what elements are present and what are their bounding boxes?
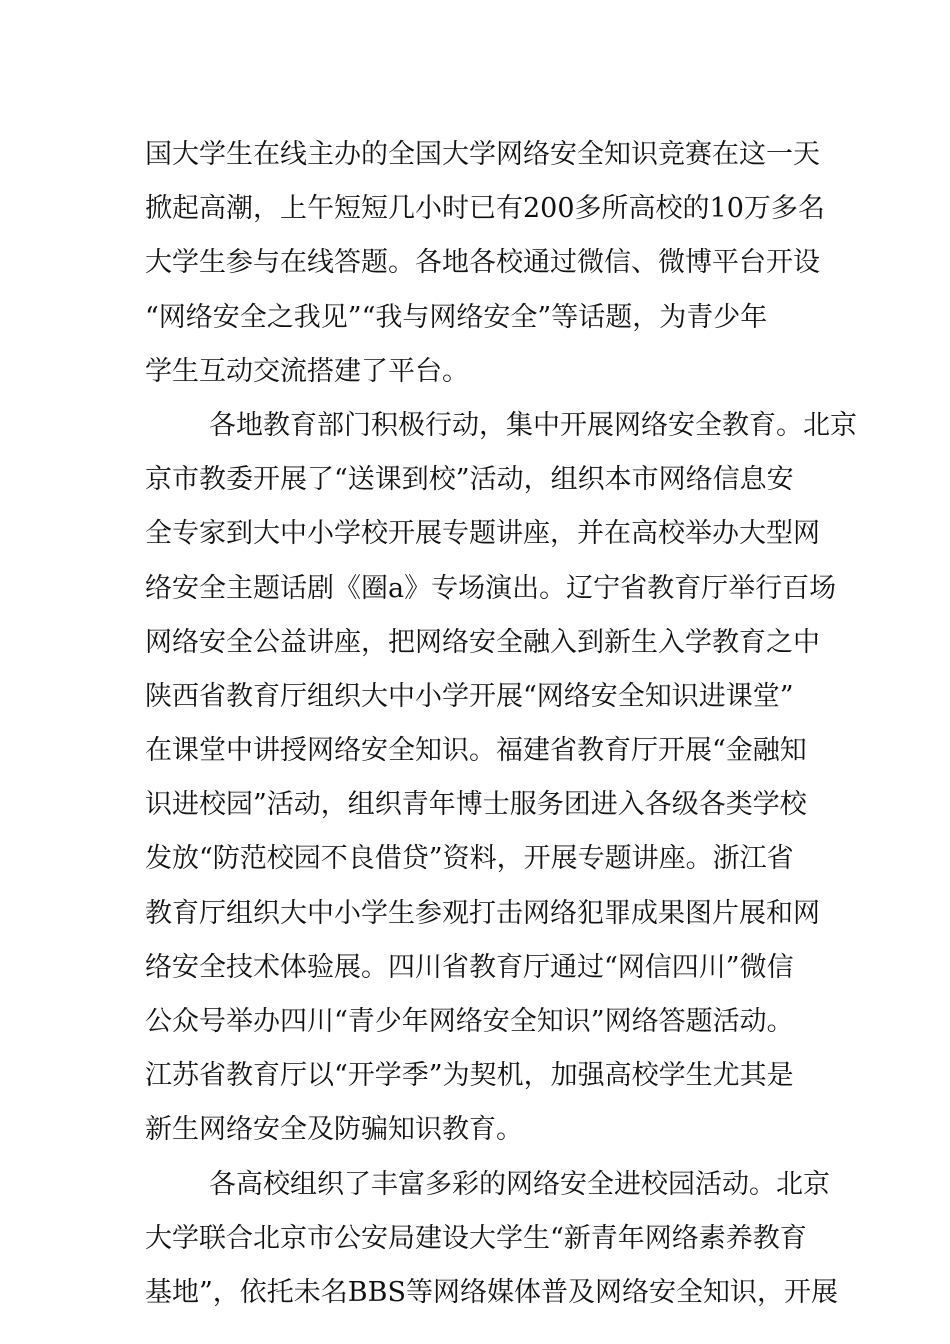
text-line: 陕西省教育厅组织大中小学开展“网络安全知识进课堂” bbox=[145, 680, 794, 712]
text-line: 大学生参与在线答题。各地各校通过微信、微博平台开设 bbox=[145, 247, 820, 279]
text-line: 识进校园”活动，组织青年博士服务团进入各级各类学校 bbox=[145, 789, 807, 821]
text-line: 网络安全公益讲座，把网络安全融入到新生入学教育之中 bbox=[145, 626, 820, 658]
text-line: 络安全技术体验展。四川省教育厅通过“网信四川”微信 bbox=[145, 951, 794, 983]
text-line: 大学联合北京市公安局建设大学生“新青年网络素养教育 bbox=[145, 1222, 807, 1254]
body-text bbox=[145, 128, 857, 1320]
text-line: 学生互动交流搭建了平台。 bbox=[145, 355, 469, 387]
text-line: 发放“防范校园不良借贷”资料，开展专题讲座。浙江省 bbox=[145, 843, 794, 875]
text-line: 教育厅组织大中小学生参观打击网络犯罪成果图片展和网 bbox=[145, 897, 820, 929]
text-line: 京市教委开展了“送课到校”活动，组织本市网络信息安 bbox=[145, 464, 794, 496]
text-line: 新生网络安全及防骗知识教育。 bbox=[145, 1114, 523, 1146]
text-line: 络安全主题话剧《圈a》专场演出。辽宁省教育厅举行百场 bbox=[145, 572, 837, 604]
text-line: 国大学生在线主办的全国大学网络安全知识竞赛在这一天 bbox=[145, 139, 820, 170]
text-line: 江苏省教育厅以“开学季”为契机，加强高校学生尤其是 bbox=[145, 1060, 794, 1092]
text-line: 在课堂中讲授网络安全知识。福建省教育厅开展“金融知 bbox=[145, 735, 807, 767]
text-line: 公众号举办四川“青少年网络安全知识”网络答题活动。 bbox=[145, 1006, 794, 1037]
paragraph-start-line: 各高校组织了丰富多彩的网络安全进校园活动。北京 bbox=[209, 1168, 830, 1200]
text-line: “网络安全之我见”“我与网络安全”等话题，为青少年 bbox=[145, 301, 768, 333]
text-line: 全专家到大中小学校开展专题讲座，并在高校举办大型网 bbox=[145, 518, 820, 550]
text-line: 基地”，依托未名BBS等网络媒体普及网络安全知识，开展 bbox=[145, 1276, 838, 1308]
paragraph-start-line: 各地教育部门积极行动，集中开展网络安全教育。北京 bbox=[209, 409, 857, 441]
text-line: 掀起高潮，上午短短几小时已有200多所高校的10万多名 bbox=[145, 193, 825, 225]
